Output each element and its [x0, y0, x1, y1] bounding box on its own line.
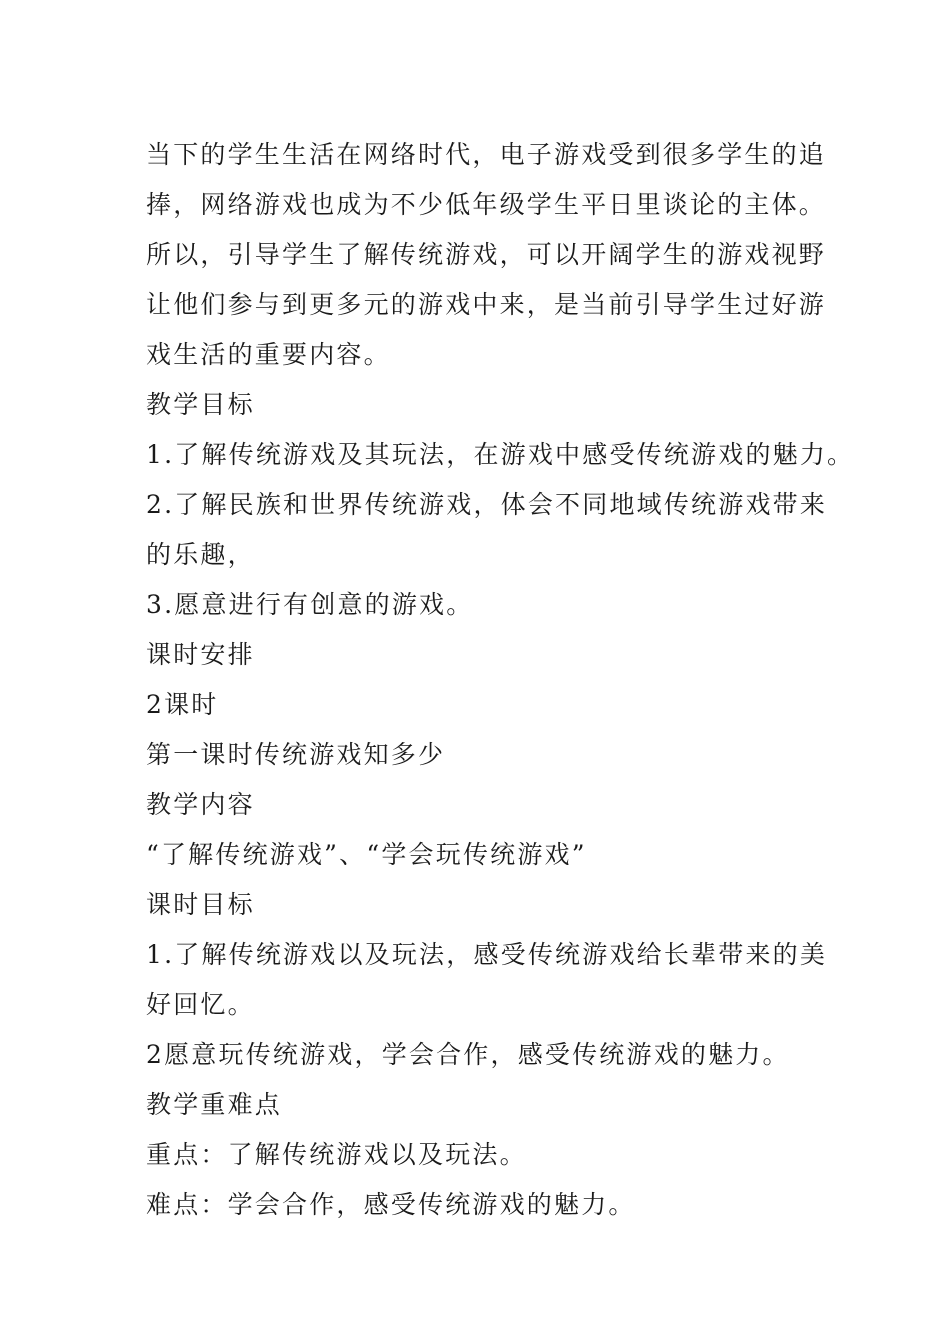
difficult-point: 难点：学会合作，感受传统游戏的魅力。: [146, 1190, 636, 1219]
schedule-value: 2课时: [146, 690, 219, 719]
goal-item-2: 2.了解民族和世界传统游戏，体会不同地域传统游戏带来: [146, 490, 828, 519]
section-heading-lesson-goals: 课时目标: [146, 890, 255, 919]
lesson-title: 第一课时传统游戏知多少: [146, 740, 446, 769]
section-heading-schedule: 课时安排: [146, 640, 255, 669]
goal-item-1: 1.了解传统游戏及其玩法，在游戏中感受传统游戏的魅力。: [146, 440, 855, 469]
key-point: 重点：了解传统游戏以及玩法。: [146, 1140, 527, 1169]
lesson-goal-item-1-continued: 好回忆。: [146, 990, 255, 1019]
paragraph-line: 当下的学生生活在网络时代，电子游戏受到很多学生的追: [146, 140, 827, 169]
paragraph-line: 让他们参与到更多元的游戏中来，是当前引导学生过好游: [146, 290, 827, 319]
paragraph-line: 所以，引导学生了解传统游戏，可以开阔学生的游戏视野: [146, 240, 827, 269]
section-heading-teaching-goals: 教学目标: [146, 390, 255, 419]
lesson-goal-item-1: 1.了解传统游戏以及玩法，感受传统游戏给长辈带来的美: [146, 940, 828, 969]
goal-item-2-continued: 的乐趣，: [146, 540, 255, 569]
paragraph-line: 捧，网络游戏也成为不少低年级学生平日里谈论的主体。: [146, 190, 827, 219]
document-body: [146, 130, 855, 1230]
section-heading-content: 教学内容: [146, 790, 255, 819]
paragraph-line: 戏生活的重要内容。: [146, 340, 391, 369]
section-heading-key-points: 教学重难点: [146, 1090, 283, 1119]
lesson-goal-item-2: 2愿意玩传统游戏，学会合作，感受传统游戏的魅力。: [146, 1040, 790, 1069]
goal-item-3: 3.愿意进行有创意的游戏。: [146, 590, 474, 619]
content-value: “了解传统游戏”、“学会玩传统游戏”: [146, 840, 587, 869]
